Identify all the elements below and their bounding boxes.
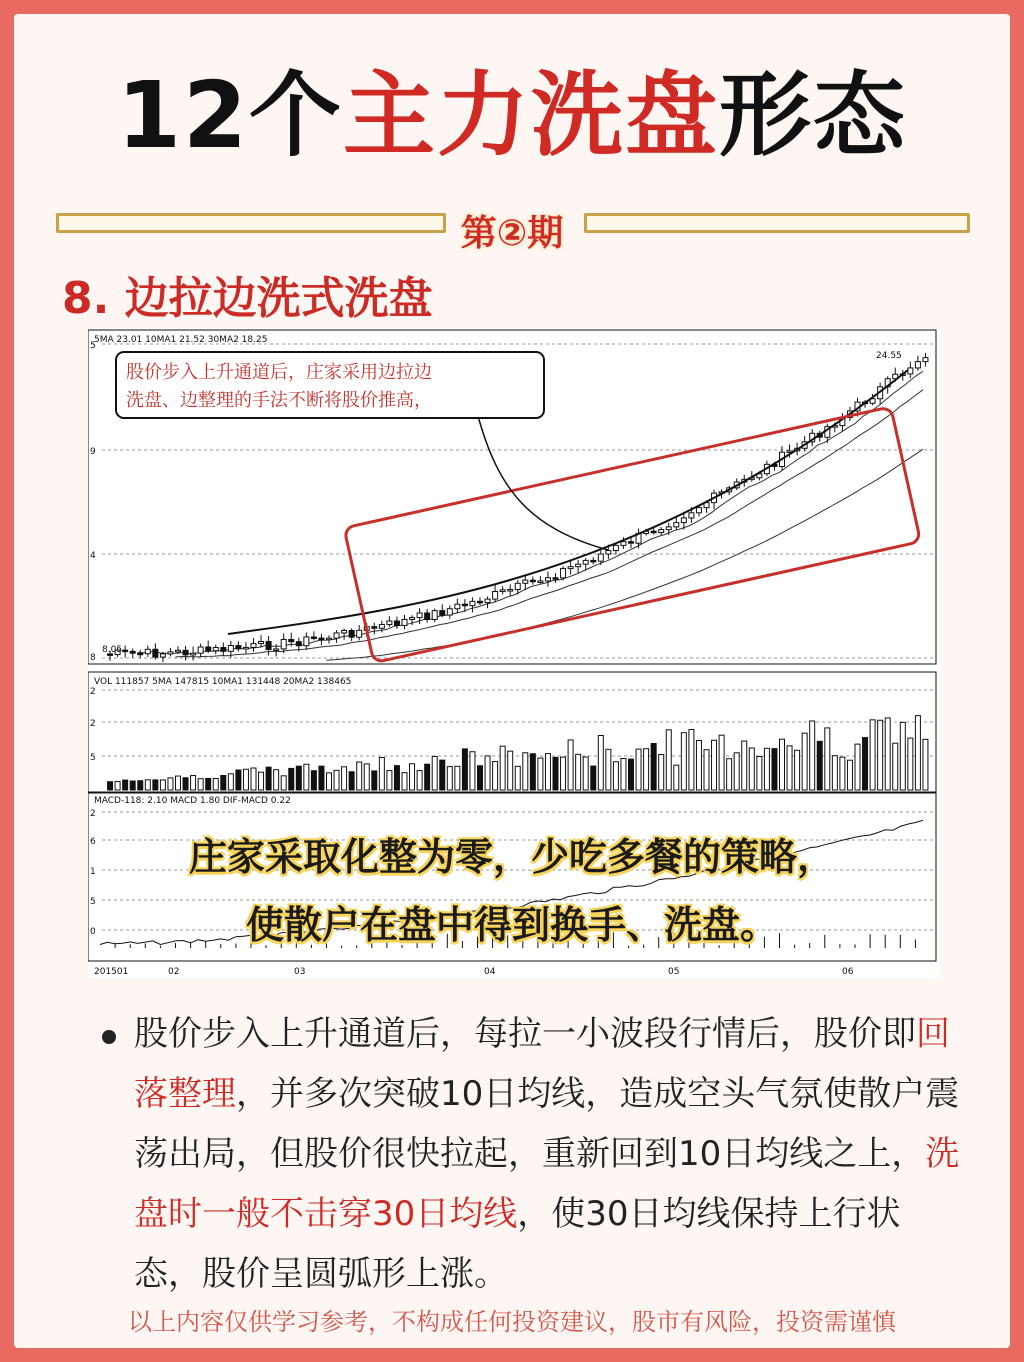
volume-bar [553,757,558,790]
volume-bar [145,780,150,790]
candle-body [243,647,248,649]
caption-line-2: 使散户在盘中得到换手、洗盘。 [245,903,778,947]
candle-body [221,648,226,652]
volume-bar [591,766,596,790]
candle-body [629,542,634,544]
candle-body [266,641,271,649]
volume-bar [923,739,928,790]
volume-bar [462,749,467,790]
volume-bar [795,750,800,790]
low-price-label: 8.05 [102,645,123,655]
candle-body [606,551,611,554]
candle-body [591,560,596,562]
volume-bar [259,772,264,790]
volume-bar [349,772,354,790]
x-axis [94,967,854,977]
candle-body [681,518,686,523]
volume-bar [455,766,460,790]
body-highlight-2: 洗盘时一般不击穿30日均线 [134,1134,960,1234]
candle-body [553,578,558,580]
candle-body [538,581,543,583]
candle-body [198,647,203,653]
candle-body [160,654,165,657]
candle-body [470,601,475,605]
volume-bar [893,743,898,790]
volume-bar [425,764,430,790]
candle-body [296,642,301,646]
volume-bar [123,780,128,790]
volume-bar [576,754,581,790]
volume-bar [296,766,301,790]
candle-body [394,621,399,625]
candle-body [311,637,316,639]
candle-body [130,651,135,653]
volume-bar [847,760,852,790]
candle-body [515,583,520,589]
volume-bar [319,766,324,790]
volume-bar [342,767,347,790]
volume-bar [855,744,860,790]
volume-bar [817,741,822,790]
volume-bar [749,748,754,790]
divider-right [584,213,970,233]
volume-legend: VOL 111857 5MA 147815 10MA1 131448 20MA2 138465 [94,677,352,687]
volume-bar [523,753,528,790]
candle-body [478,601,483,603]
candle-body [417,613,422,618]
candle-body [213,648,218,651]
volume-bar [379,757,384,790]
macd-tick: 1 [90,867,96,877]
volume-bar [485,756,490,790]
volume-bar [915,716,920,790]
volume-bar [191,776,196,790]
volume-bar [636,749,641,790]
candle-body [568,567,573,569]
candle-body [176,650,181,652]
title-part-number: 12个 [116,62,343,169]
volume-bar [742,741,747,790]
candle-body [138,653,143,655]
volume-bar [772,749,777,790]
page-title [0,62,1024,169]
candle-body [274,649,279,651]
candle-body [696,508,701,513]
volume-bar [236,770,241,790]
candle-body [342,630,347,632]
volume-bar [870,720,875,790]
x-tick: 05 [668,967,680,977]
volume-bar [334,770,339,790]
volume-bar [304,764,309,790]
volume-bar [500,746,505,790]
volume-bar [810,721,815,790]
price-legend: 5MA 23.01 10MA1 21.52 30MA2 18.25 [94,335,268,345]
volume-bar [651,744,656,790]
volume-bar [168,778,173,790]
volume-bar [825,728,830,790]
candle-body [455,604,460,609]
candle-body [523,580,528,583]
volume-bar [561,757,566,790]
high-price-label: 24.55 [876,351,902,361]
candle-body [402,619,407,625]
candle-body [923,358,928,362]
candle-body [908,368,913,374]
candle-body [651,531,656,533]
candle-body [357,630,362,637]
volume-bar [130,781,135,790]
volume-bar [108,782,113,790]
volume-bar [840,757,845,790]
volume-bar [138,781,143,790]
candle-body [621,542,626,546]
x-tick: 201501 [94,967,129,977]
candle-body [379,624,384,628]
candle-body [508,590,513,592]
volume-bar [802,733,807,790]
volume-bar [900,722,905,790]
volume-bar [780,739,785,790]
candle-body [372,627,377,629]
section-subtitle: 8. 边拉边洗式洗盘 [62,273,433,324]
candle-body [613,545,618,550]
volume-bar [281,776,286,790]
candle-body [425,613,430,620]
volume-bar [311,771,316,790]
candle-body [236,646,241,649]
candle-body [228,646,233,652]
volume-bar [213,778,218,790]
candle-body [387,621,392,624]
volume-bar [206,778,211,790]
candle-body [153,649,158,657]
volume-bar [251,768,256,790]
x-tick: 03 [294,967,306,977]
candle-body [281,639,286,648]
volume-bar [289,768,294,790]
body-text-1: 股价步入上升通道后，每拉一小波段行情后，股价即 [134,1014,916,1054]
volume-bar [432,756,437,790]
body-text-2: ，并多次突破10日均线，造成空头气氛使散户震荡出局，但股价很快拉起，重新回到10日均线之上， [134,1074,960,1174]
candle-body [500,590,505,592]
volume-bar [417,771,422,790]
title-part-highlight: 主力洗盘 [343,62,720,169]
candle-body [168,652,173,654]
price-tick: 8 [90,653,96,663]
candle-body [206,647,211,651]
volume-bar [176,776,181,790]
annotation-line-1: 股价步入上升通道后，庄家采用边拉边 [126,362,432,383]
volume-bar [115,782,120,790]
volume-bar [787,746,792,790]
candle-body [410,618,415,620]
volume-bar [764,748,769,790]
candle-body [183,650,188,655]
volume-bar [387,771,392,790]
volume-bar [243,769,248,790]
volume-bar [530,754,535,790]
volume-bar [394,766,399,790]
volume-bar [659,755,664,790]
caption-line-1: 庄家采取化整为零，少吃多餐的策略， [188,835,835,879]
candle-body [432,611,437,620]
candle-body [289,639,294,641]
x-tick: 06 [842,967,854,977]
volume-bar [674,765,679,790]
volume-bar [160,780,165,790]
annotation-line-2: 洗盘、边整理的手法不断将股价推高， [126,390,432,411]
volume-bar [878,720,883,790]
candle-body [915,362,920,368]
volume-bar [470,752,475,790]
candle-body [440,611,445,615]
candle-body [545,578,550,581]
volume-bar [402,773,407,790]
volume-bar [712,740,717,790]
volume-bar [410,764,415,790]
volume-tick: 2 [90,719,96,729]
candle-body [319,638,324,640]
volume-bar [372,771,377,790]
macd-tick: 5 [90,897,96,907]
candle-body [259,641,264,643]
candle-body [689,513,694,518]
candle-body [191,653,196,655]
volume-bar [696,741,701,790]
volume-bar [228,774,233,790]
body-text-3: ，使30日均线保持上行状态，股价呈圆弧形上涨。 [134,1194,901,1294]
volume-bar [274,770,279,790]
volume-bar [153,780,158,790]
x-tick: 04 [484,967,496,977]
candle-body [561,569,566,578]
volume-bar [644,749,649,790]
volume-bar [447,767,452,790]
price-tick: 5 [90,341,96,351]
volume-bar [629,759,634,790]
volume-bar [515,766,520,790]
candle-body [674,523,679,527]
volume-bar [734,753,739,790]
volume-bar [719,735,724,790]
volume-bar [885,718,890,790]
candle-body [447,609,452,615]
volume-bar [493,761,498,790]
volume-bar [568,740,573,790]
volume-bar [478,766,483,790]
volume-bar [327,773,332,790]
volume-tick: 5 [90,753,96,763]
volume-bar [357,762,362,790]
volume-bar [704,750,709,790]
volume-bar [863,738,868,790]
volume-bar [621,759,626,790]
candle-body [666,527,671,530]
volume-bar [508,751,513,790]
body-highlight-1: 回落整理 [134,1014,950,1114]
candle-body [462,604,467,606]
price-tick: 4 [90,551,96,561]
volume-bar [583,757,588,790]
volume-tick: 2 [90,687,96,697]
x-tick: 02 [168,967,180,977]
volume-bar [613,762,618,790]
volume-bar [545,754,550,790]
volume-bar [598,736,603,790]
macd-tick: 0 [90,927,96,937]
volume-bar [666,730,671,790]
disclaimer: 以上内容仅供学习参考，不构成任何投资建议，股市有风险，投资需谨慎 [128,1308,896,1336]
volume-bar [832,756,837,790]
candle-body [493,591,498,599]
volume-bar [606,749,611,790]
volume-bar [183,778,188,790]
volume-bar [364,764,369,790]
candle-body [251,644,256,648]
volume-bar [266,767,271,790]
volume-bar [198,779,203,790]
bullet-icon [102,1030,116,1044]
price-tick: 9 [90,447,96,457]
candle-body [304,637,309,646]
candle-body [349,630,354,637]
volume-bar [727,759,732,790]
candle-body [530,580,535,582]
volume-bar [440,760,445,790]
candle-body [659,530,664,533]
volume-bar [689,730,694,790]
volume-bar [538,758,543,790]
volume-bar [908,738,913,790]
body-paragraph [134,1004,964,1304]
candle-body [145,649,150,653]
volume-bar [757,757,762,790]
candle-body [598,554,603,561]
title-part-end: 形态 [719,62,908,169]
candle-body [327,638,332,640]
candle-body [123,650,128,652]
candle-body [583,560,588,564]
candle-body [576,564,581,567]
macd-tick: 2 [90,809,96,819]
candle-body [334,633,339,638]
macd-tick: 6 [90,837,96,847]
macd-legend: MACD-118: 2.10 MACD 1.80 DIF-MACD 0.22 [94,796,291,806]
volume-bar [221,775,226,790]
divider-left [56,213,446,233]
issue-label: 第②期 [460,213,564,254]
candle-body [485,599,490,602]
volume-bar [681,733,686,790]
